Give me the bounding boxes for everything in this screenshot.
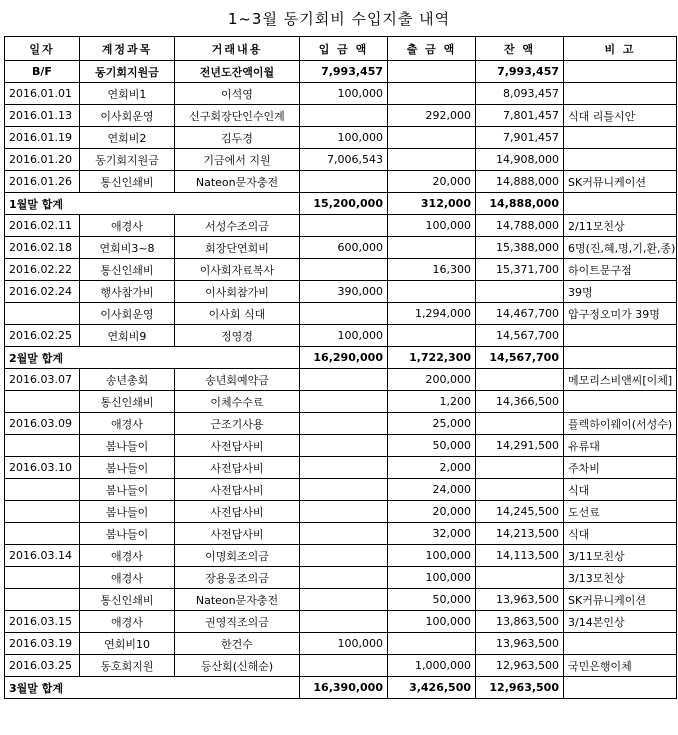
table-row [5, 435, 677, 457]
cell-note: 3/11모친상 [564, 545, 677, 567]
table-row [5, 413, 677, 435]
cell-deposit: 600,000 [300, 237, 388, 259]
cell-date: 2016.01.01 [5, 83, 80, 105]
cell-date [5, 501, 80, 523]
cell-description: 이명회조의금 [175, 545, 300, 567]
cell-account: 애경사 [80, 545, 175, 567]
cell-description: 서성수조의금 [175, 215, 300, 237]
cell-description: 송년회예약금 [175, 369, 300, 391]
table-row [5, 105, 677, 127]
cell-withdrawal [388, 325, 476, 347]
cell-withdrawal: 25,000 [388, 413, 476, 435]
table-row [5, 457, 677, 479]
cell-description: 이체수수료 [175, 391, 300, 413]
cell-balance: 14,567,700 [476, 347, 564, 369]
cell-withdrawal: 16,300 [388, 259, 476, 281]
cell-description: 전년도잔액이월 [175, 61, 300, 83]
table-row [5, 325, 677, 347]
cell-note: 2/11모친상 [564, 215, 677, 237]
table-row [5, 369, 677, 391]
cell-total-label: 2월말 합계 [5, 347, 300, 369]
cell-note: 주차비 [564, 457, 677, 479]
cell-description: 사전답사비 [175, 501, 300, 523]
cell-balance [476, 369, 564, 391]
cell-account: 연회비3~8 [80, 237, 175, 259]
cell-account: 애경사 [80, 215, 175, 237]
cell-balance: 15,388,000 [476, 237, 564, 259]
cell-note [564, 149, 677, 171]
cell-note: 6명(진,혜,명,기,환,종) [564, 237, 677, 259]
cell-date: 2016.01.20 [5, 149, 80, 171]
cell-account: 동기회지원금 [80, 61, 175, 83]
cell-description: 김두경 [175, 127, 300, 149]
cell-description: 장용웅조의금 [175, 567, 300, 589]
cell-description: 이사회참가비 [175, 281, 300, 303]
cell-balance: 14,213,500 [476, 523, 564, 545]
cell-withdrawal: 292,000 [388, 105, 476, 127]
cell-date [5, 391, 80, 413]
total-row [5, 193, 677, 215]
cell-balance [476, 413, 564, 435]
cell-date: 2016.01.19 [5, 127, 80, 149]
table-row [5, 655, 677, 677]
cell-date: 2016.03.19 [5, 633, 80, 655]
cell-note: 하이트문구점 [564, 259, 677, 281]
header-note: 비 고 [564, 37, 677, 61]
cell-balance [476, 479, 564, 501]
cell-deposit [300, 501, 388, 523]
cell-date: 2016.03.25 [5, 655, 80, 677]
cell-deposit [300, 567, 388, 589]
cell-deposit [300, 413, 388, 435]
header-date: 일자 [5, 37, 80, 61]
cell-withdrawal: 100,000 [388, 567, 476, 589]
cell-deposit: 100,000 [300, 127, 388, 149]
cell-deposit: 7,993,457 [300, 61, 388, 83]
cell-deposit: 7,006,543 [300, 149, 388, 171]
cell-description: 이사회 식대 [175, 303, 300, 325]
table-row [5, 611, 677, 633]
cell-note: 3/13모친상 [564, 567, 677, 589]
cell-account: 행사참가비 [80, 281, 175, 303]
table-row [5, 567, 677, 589]
cell-note [564, 633, 677, 655]
cell-deposit [300, 303, 388, 325]
cell-balance: 14,113,500 [476, 545, 564, 567]
cell-date: 2016.02.24 [5, 281, 80, 303]
cell-balance: 12,963,500 [476, 677, 564, 699]
cell-account: 봄나들이 [80, 435, 175, 457]
table-row [5, 589, 677, 611]
cell-deposit: 15,200,000 [300, 193, 388, 215]
cell-withdrawal: 50,000 [388, 589, 476, 611]
header-description: 거래내용 [175, 37, 300, 61]
cell-withdrawal: 200,000 [388, 369, 476, 391]
cell-date: B/F [5, 61, 80, 83]
cell-account: 이사회운영 [80, 303, 175, 325]
cell-account: 통신인쇄비 [80, 259, 175, 281]
cell-note [564, 677, 677, 699]
table-row [5, 259, 677, 281]
table-row [5, 633, 677, 655]
cell-balance: 14,366,500 [476, 391, 564, 413]
cell-total-label: 1월말 합계 [5, 193, 300, 215]
cell-withdrawal [388, 237, 476, 259]
cell-balance: 14,245,500 [476, 501, 564, 523]
cell-balance: 13,963,500 [476, 589, 564, 611]
cell-note: 도선료 [564, 501, 677, 523]
cell-deposit: 16,390,000 [300, 677, 388, 699]
cell-account: 봄나들이 [80, 523, 175, 545]
table-row [5, 149, 677, 171]
table-row [5, 83, 677, 105]
cell-account: 애경사 [80, 567, 175, 589]
cell-description: 사전답사비 [175, 435, 300, 457]
table-row [5, 281, 677, 303]
ledger-body [5, 61, 677, 699]
document-title: 1~3월 동기회비 수입지출 내역 [227, 10, 451, 28]
cell-description: 회장단연회비 [175, 237, 300, 259]
cell-account: 봄나들이 [80, 457, 175, 479]
table-row [5, 303, 677, 325]
cell-deposit [300, 435, 388, 457]
cell-date: 2016.03.10 [5, 457, 80, 479]
cell-date [5, 567, 80, 589]
cell-deposit: 390,000 [300, 281, 388, 303]
table-row [5, 501, 677, 523]
cell-withdrawal: 1,000,000 [388, 655, 476, 677]
cell-description: 사전답사비 [175, 479, 300, 501]
cell-account: 애경사 [80, 611, 175, 633]
cell-account: 봄나들이 [80, 501, 175, 523]
cell-deposit [300, 391, 388, 413]
cell-date [5, 479, 80, 501]
cell-deposit [300, 545, 388, 567]
ledger-table [4, 36, 677, 699]
cell-date: 2016.02.18 [5, 237, 80, 259]
cell-account: 동호회지원 [80, 655, 175, 677]
cell-balance: 7,993,457 [476, 61, 564, 83]
cell-note: SK커뮤니케이션 [564, 171, 677, 193]
cell-note: 39명 [564, 281, 677, 303]
total-row [5, 677, 677, 699]
table-row [5, 523, 677, 545]
cell-withdrawal: 32,000 [388, 523, 476, 545]
cell-balance: 14,888,000 [476, 171, 564, 193]
cell-withdrawal: 100,000 [388, 611, 476, 633]
cell-description: 이사회자료복사 [175, 259, 300, 281]
cell-date: 2016.01.13 [5, 105, 80, 127]
cell-account: 연회비2 [80, 127, 175, 149]
header-row [5, 37, 677, 61]
cell-balance: 14,888,000 [476, 193, 564, 215]
cell-balance: 13,863,500 [476, 611, 564, 633]
cell-description: 이석영 [175, 83, 300, 105]
cell-balance: 13,963,500 [476, 633, 564, 655]
table-row [5, 237, 677, 259]
cell-date [5, 523, 80, 545]
cell-balance: 7,801,457 [476, 105, 564, 127]
cell-balance: 14,908,000 [476, 149, 564, 171]
cell-deposit: 100,000 [300, 633, 388, 655]
cell-balance: 14,467,700 [476, 303, 564, 325]
cell-balance: 14,567,700 [476, 325, 564, 347]
cell-balance: 14,788,000 [476, 215, 564, 237]
cell-description: 기금에서 지원 [175, 149, 300, 171]
cell-withdrawal: 1,200 [388, 391, 476, 413]
cell-withdrawal: 50,000 [388, 435, 476, 457]
cell-note: 식대 리틀시안 [564, 105, 677, 127]
cell-description: Nateon문자충전 [175, 171, 300, 193]
cell-date [5, 589, 80, 611]
cell-withdrawal [388, 61, 476, 83]
cell-deposit [300, 105, 388, 127]
cell-withdrawal [388, 127, 476, 149]
cell-withdrawal: 3,426,500 [388, 677, 476, 699]
cell-account: 봄나들이 [80, 479, 175, 501]
cell-date: 2016.03.15 [5, 611, 80, 633]
header-deposit: 입 금 액 [300, 37, 388, 61]
cell-note: 식대 [564, 523, 677, 545]
cell-deposit [300, 259, 388, 281]
cell-date: 2016.02.11 [5, 215, 80, 237]
cell-deposit: 100,000 [300, 83, 388, 105]
cell-note: 메모리스비앤씨[이체] [564, 369, 677, 391]
cell-note [564, 83, 677, 105]
cell-withdrawal [388, 633, 476, 655]
cell-description: 신구회장단인수인계 [175, 105, 300, 127]
cell-description: 권영직조의금 [175, 611, 300, 633]
cell-withdrawal: 312,000 [388, 193, 476, 215]
total-row [5, 347, 677, 369]
cell-note: 유류대 [564, 435, 677, 457]
cell-withdrawal: 100,000 [388, 545, 476, 567]
cell-description: Nateon문자충전 [175, 589, 300, 611]
cell-deposit [300, 523, 388, 545]
table-row [5, 479, 677, 501]
cell-account: 통신인쇄비 [80, 391, 175, 413]
cell-balance: 7,901,457 [476, 127, 564, 149]
cell-description: 근조기사용 [175, 413, 300, 435]
cell-balance [476, 567, 564, 589]
cell-withdrawal: 100,000 [388, 215, 476, 237]
cell-note: 압구정오미가 39명 [564, 303, 677, 325]
cell-balance: 14,291,500 [476, 435, 564, 457]
cell-withdrawal [388, 149, 476, 171]
cell-description: 등산회(신해순) [175, 655, 300, 677]
table-row [5, 391, 677, 413]
cell-account: 이사회운영 [80, 105, 175, 127]
cell-deposit [300, 457, 388, 479]
table-row [5, 61, 677, 83]
cell-withdrawal [388, 281, 476, 303]
table-row [5, 127, 677, 149]
cell-note: 플렉하이웨이(서성수) [564, 413, 677, 435]
cell-account: 동기회지원금 [80, 149, 175, 171]
cell-balance: 15,371,700 [476, 259, 564, 281]
cell-balance: 12,963,500 [476, 655, 564, 677]
cell-date [5, 435, 80, 457]
cell-date: 2016.03.09 [5, 413, 80, 435]
cell-account: 송년총회 [80, 369, 175, 391]
cell-description: 정영경 [175, 325, 300, 347]
cell-deposit [300, 589, 388, 611]
cell-account: 연회비9 [80, 325, 175, 347]
cell-date: 2016.03.14 [5, 545, 80, 567]
cell-note: SK커뮤니케이션 [564, 589, 677, 611]
cell-description: 사전답사비 [175, 457, 300, 479]
cell-note [564, 347, 677, 369]
cell-total-label: 3월말 합계 [5, 677, 300, 699]
cell-withdrawal: 20,000 [388, 501, 476, 523]
cell-description: 사전답사비 [175, 523, 300, 545]
cell-balance: 8,093,457 [476, 83, 564, 105]
cell-date: 2016.02.25 [5, 325, 80, 347]
header-account: 계정과목 [80, 37, 175, 61]
cell-balance [476, 457, 564, 479]
cell-date: 2016.03.07 [5, 369, 80, 391]
cell-note [564, 193, 677, 215]
cell-description: 한건수 [175, 633, 300, 655]
table-row [5, 215, 677, 237]
table-row [5, 171, 677, 193]
cell-withdrawal: 1,722,300 [388, 347, 476, 369]
cell-deposit [300, 611, 388, 633]
header-balance: 잔 액 [476, 37, 564, 61]
cell-withdrawal: 24,000 [388, 479, 476, 501]
cell-withdrawal [388, 83, 476, 105]
cell-deposit [300, 479, 388, 501]
cell-note [564, 127, 677, 149]
cell-deposit: 100,000 [300, 325, 388, 347]
header-withdrawal: 출 금 액 [388, 37, 476, 61]
cell-balance [476, 281, 564, 303]
cell-date [5, 303, 80, 325]
cell-account: 연회비1 [80, 83, 175, 105]
cell-deposit [300, 215, 388, 237]
cell-withdrawal: 20,000 [388, 171, 476, 193]
cell-deposit [300, 171, 388, 193]
cell-note: 식대 [564, 479, 677, 501]
cell-deposit [300, 369, 388, 391]
cell-note [564, 391, 677, 413]
cell-account: 애경사 [80, 413, 175, 435]
cell-account: 연회비10 [80, 633, 175, 655]
cell-account: 통신인쇄비 [80, 589, 175, 611]
cell-note: 국민은행이체 [564, 655, 677, 677]
cell-date: 2016.02.22 [5, 259, 80, 281]
cell-deposit: 16,290,000 [300, 347, 388, 369]
cell-deposit [300, 655, 388, 677]
cell-note [564, 325, 677, 347]
cell-note: 3/14본인상 [564, 611, 677, 633]
cell-date: 2016.01.26 [5, 171, 80, 193]
cell-account: 통신인쇄비 [80, 171, 175, 193]
cell-note [564, 61, 677, 83]
table-row [5, 545, 677, 567]
cell-withdrawal: 1,294,000 [388, 303, 476, 325]
cell-withdrawal: 2,000 [388, 457, 476, 479]
